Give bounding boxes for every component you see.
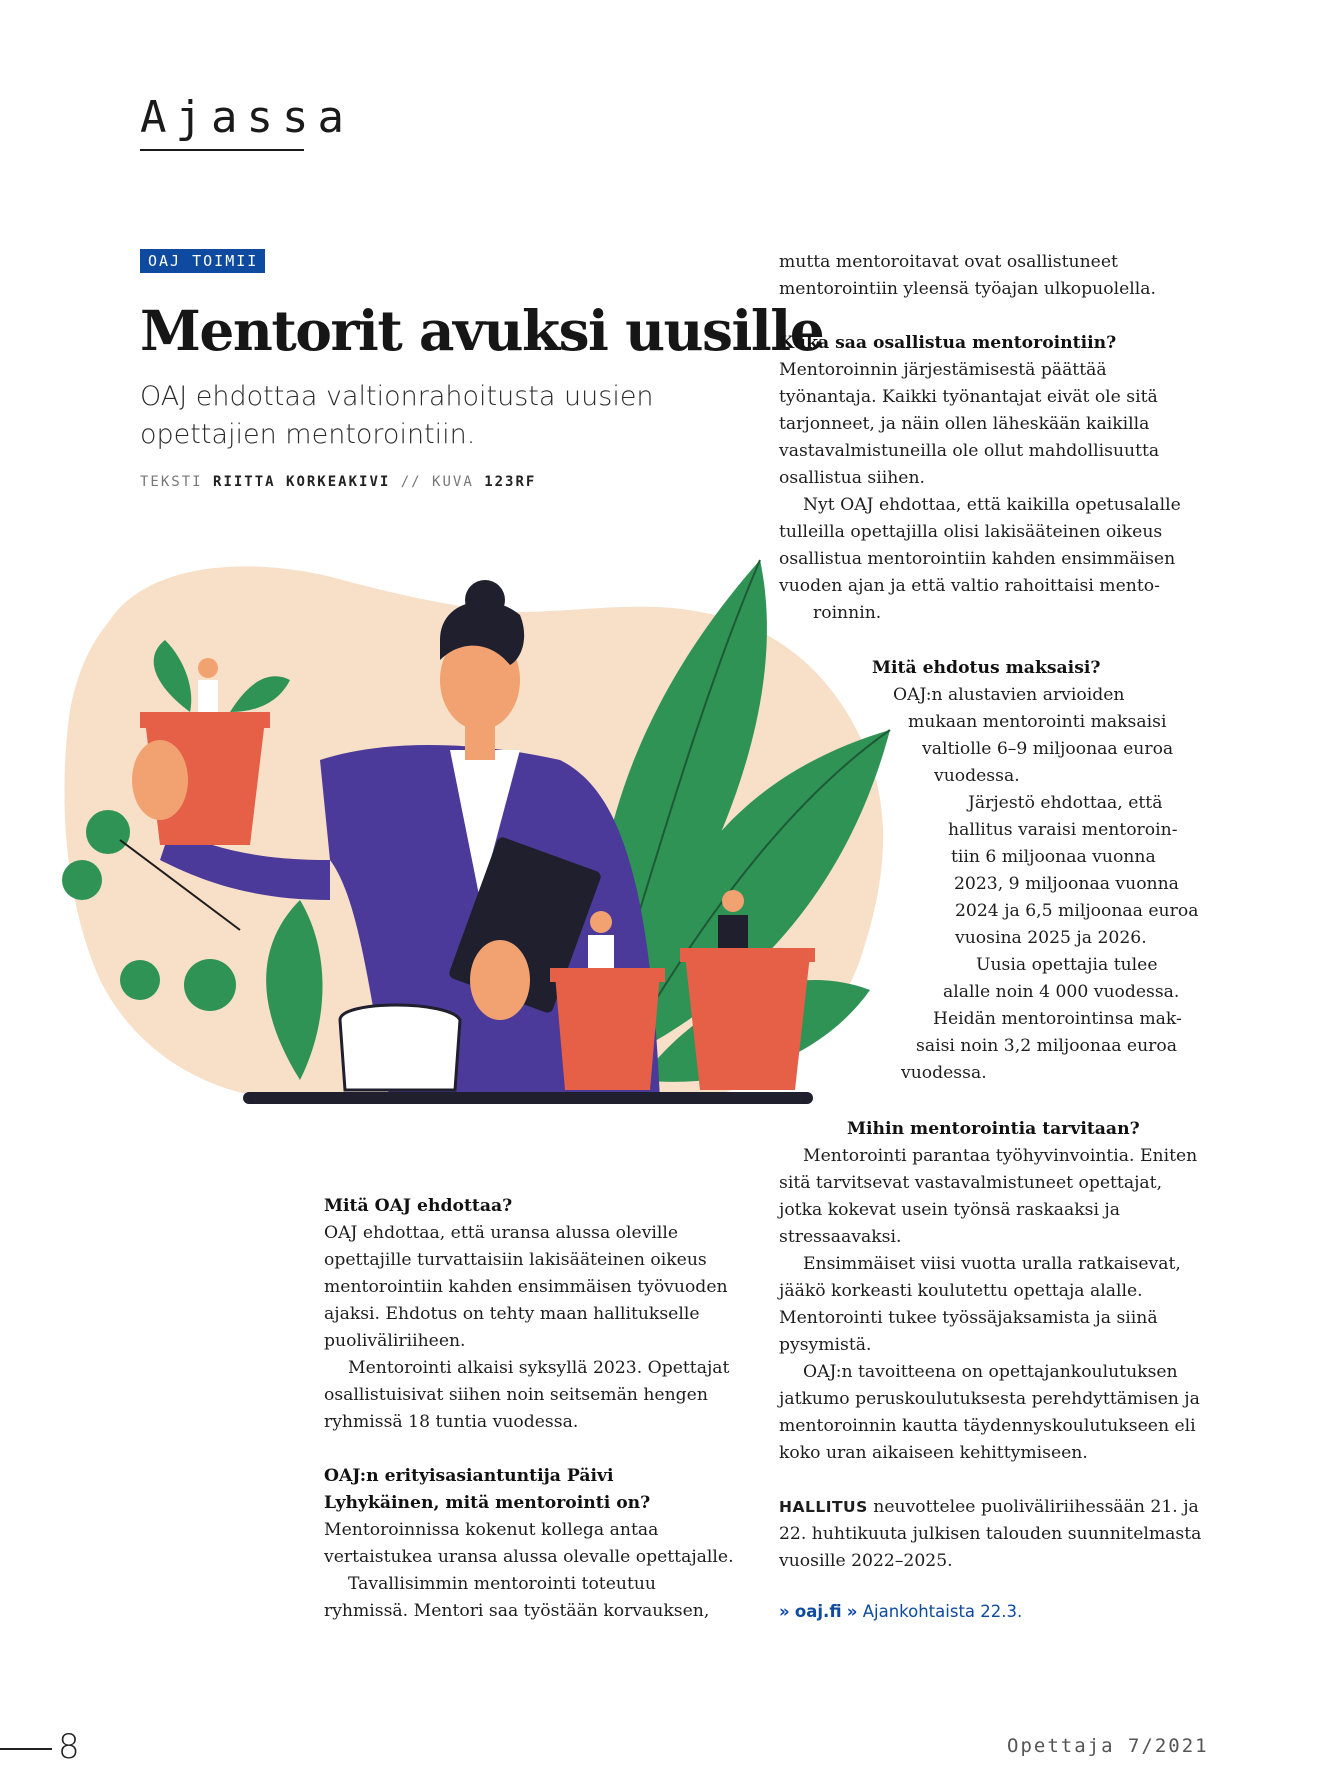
headline: Mentorit avuksi uusille bbox=[140, 298, 824, 363]
text-line: mukaan mentorointi maksaisi bbox=[908, 712, 1167, 732]
question-heading: Mihin mentorointia tarvitaan? bbox=[847, 1119, 1140, 1139]
pot-right bbox=[685, 955, 810, 1090]
magazine-issue: Opettaja 7/2021 bbox=[1007, 1735, 1209, 1757]
text-line: vuoden ajan ja että valtio rahoittaisi mento- bbox=[779, 576, 1160, 596]
question-heading: Mitä OAJ ehdottaa? bbox=[324, 1196, 513, 1216]
byline-kuva-label: KUVA bbox=[432, 474, 474, 490]
subheadline: OAJ ehdottaa valtionrahoitusta uusien opettajien mentorointiin. bbox=[140, 381, 654, 450]
paragraph: OAJ ehdottaa, että uransa alussa oleville opettajille turvattaisiin lakisääteinen oikeus mentorointiin kahden ensimmäisen työvuoden ajaksi. Ehdotus on tehty maan hallitukselle puoliväliriiheen. bbox=[324, 1223, 728, 1351]
text-line: vuodessa. bbox=[934, 766, 1020, 786]
text-line: saisi noin 3,2 miljoonaa euroa bbox=[916, 1036, 1177, 1056]
left-column bbox=[324, 1193, 744, 1625]
text-line: alalle noin 4 000 vuodessa. bbox=[943, 982, 1180, 1002]
link-text[interactable]: Ajankohtaista 22.3. bbox=[862, 1602, 1023, 1621]
byline bbox=[140, 474, 536, 490]
paragraph: Mentorointi alkaisi syksyllä 2023. Opettajat osallistuisivat siihen noin seitsemän hengen ryhmissä 18 tuntia vuodessa. bbox=[324, 1358, 730, 1432]
text-line: hallitus varaisi mentoroin- bbox=[948, 820, 1178, 840]
pot-middle bbox=[555, 975, 660, 1090]
web-link[interactable] bbox=[779, 1602, 1022, 1621]
text-line: vuodessa. bbox=[901, 1063, 987, 1083]
text-line: Nyt OAJ ehdottaa, että kaikilla opetusalalle bbox=[803, 495, 1181, 515]
right-column-bottom bbox=[779, 1116, 1209, 1575]
question-heading: Mitä ehdotus maksaisi? bbox=[872, 658, 1101, 678]
note-text: neuvottelee puoliväliriihessään 21. ja 22. huhtikuuta julkisen talouden suunnitelmasta vuosille 2022–2025. bbox=[779, 1497, 1202, 1571]
right-column bbox=[779, 249, 1209, 627]
paragraph: Mentorointi parantaa työhyvinvointia. Eniten sitä tarvitsevat vastavalmistuneet opettajat, jotka kokevat usein työnsä raskaaksi ja stressaavaksi. bbox=[779, 1146, 1198, 1247]
link-marker: » bbox=[846, 1602, 858, 1621]
byline-author: RIITTA KORKEAKIVI bbox=[213, 474, 391, 490]
link-site[interactable]: oaj.fi bbox=[794, 1602, 842, 1621]
question-heading: OAJ:n erityisasiantuntija Päivi bbox=[324, 1466, 614, 1486]
question-heading: Lyhykäinen, mitä mentorointi on? bbox=[324, 1493, 651, 1513]
category-tag: OAJ TOIMII bbox=[140, 249, 265, 273]
text-line: tulleilla opettajilla olisi lakisääteinen oikeus bbox=[779, 522, 1163, 542]
byline-separator: // bbox=[400, 474, 422, 490]
section-title: Ajassa bbox=[140, 92, 353, 143]
paragraph: Mentoroinnissa kokenut kollega antaa vertaistukea uransa alussa olevalle opettajalle. bbox=[324, 1520, 734, 1567]
page-number-rule bbox=[0, 1748, 52, 1750]
question-heading: Kuka saa osallistua mentorointiin? bbox=[779, 333, 1117, 353]
text-line: OAJ:n alustavien arvioiden bbox=[893, 685, 1125, 705]
watering-can bbox=[340, 1005, 460, 1090]
text-line: Järjestö ehdottaa, että bbox=[968, 793, 1163, 813]
text-line: roinnin. bbox=[813, 603, 882, 623]
paragraph: mutta mentoroitavat ovat osallistuneet mentorointiin yleensä työajan ulkopuolella. bbox=[779, 252, 1156, 299]
text-line: Uusia opettajia tulee bbox=[976, 955, 1158, 975]
byline-photo: 123RF bbox=[484, 474, 537, 490]
text-line: Heidän mentorointinsa mak- bbox=[933, 1009, 1182, 1029]
text-line: valtiolle 6–9 miljoonaa euroa bbox=[922, 739, 1174, 759]
paragraph: Ensimmäiset viisi vuotta uralla ratkaisevat, jääkö korkeasti koulutettu opettaja alalle. Mentorointi tukee työssäjaksamista ja siinä pysymistä. bbox=[779, 1254, 1181, 1355]
byline-teksti-label: TEKSTI bbox=[140, 474, 203, 490]
text-line: vuosina 2025 ja 2026. bbox=[955, 928, 1147, 948]
text-line: osallistua mentorointiin kahden ensimmäisen bbox=[779, 549, 1176, 569]
table-top bbox=[243, 1092, 813, 1104]
paragraph: Mentoroinnin järjestämisestä päättää työnantaja. Kaikki työnantajat eivät ole sitä tarjonneet, ja näin ollen läheskään kaikilla vastavalmistuneilla ole ollut mahdollisuutta osallistua siihen. bbox=[779, 360, 1160, 488]
link-marker: » bbox=[779, 1602, 790, 1621]
note-lead: HALLITUS bbox=[779, 1498, 868, 1516]
paragraph: OAJ:n tavoitteena on opettajankoulutuksen jatkumo peruskoulutuksesta perehdyttämisen ja mentoroinnin kautta täydennyskoulutukseen eli koko uran aikaiseen kehittymiseen. bbox=[779, 1362, 1200, 1463]
paragraph: Tavallisimmin mentorointi toteutuu ryhmissä. Mentori saa työstään korvauksen, bbox=[324, 1574, 710, 1621]
text-line: 2024 ja 6,5 miljoonaa euroa bbox=[955, 901, 1199, 921]
section-underline bbox=[140, 149, 304, 151]
page-number: 8 bbox=[58, 1727, 80, 1767]
text-line: 2023, 9 miljoonaa vuonna bbox=[954, 874, 1179, 894]
note-paragraph bbox=[779, 1494, 1209, 1575]
text-line: tiin 6 miljoonaa vuonna bbox=[951, 847, 1156, 867]
